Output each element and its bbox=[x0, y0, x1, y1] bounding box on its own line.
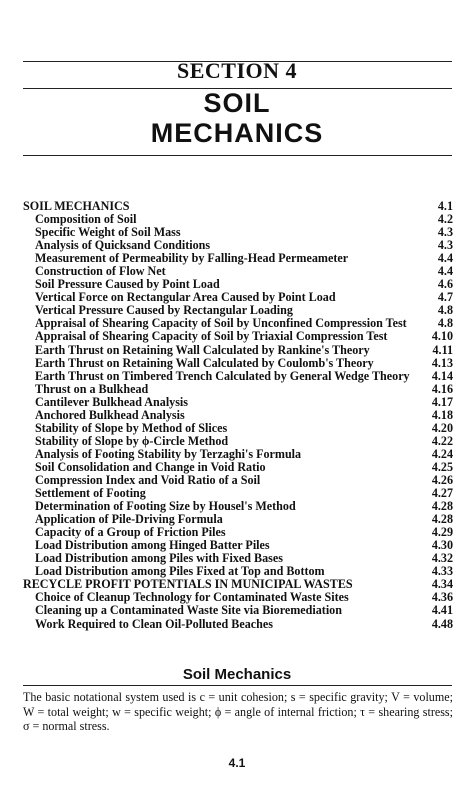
toc-entry-title: Load Distribution among Piles Fixed at Top and Bottom bbox=[35, 564, 325, 579]
toc-entry-title: Cleaning up a Contaminated Waste Site via Bioremediation bbox=[35, 603, 342, 618]
toc-entry bbox=[23, 618, 453, 631]
toc-entry-title: Measurement of Permeability by Falling-Head Permeameter bbox=[35, 251, 349, 266]
toc-entry-title: Soil Consolidation and Change in Void Ratio bbox=[35, 459, 266, 474]
toc-entry-page: 4.48 bbox=[431, 616, 453, 631]
toc-entry-title: RECYCLE PROFIT POTENTIALS IN MUNICIPAL WASTES bbox=[23, 577, 353, 592]
toc-entry-page: 4.24 bbox=[431, 446, 453, 461]
toc-entry-title: Determination of Footing Size by Housel's Method bbox=[35, 499, 296, 514]
toc-entry bbox=[23, 448, 453, 461]
toc-entry-title: Load Distribution among Piles with Fixed Bases bbox=[35, 551, 283, 566]
toc-entry-title: Anchored Bulkhead Analysis bbox=[35, 407, 185, 422]
toc-entry-title: Load Distribution among Hinged Batter Piles bbox=[35, 538, 270, 553]
section-label: SECTION 4 bbox=[176, 58, 298, 83]
toc-entry-page: 4.16 bbox=[431, 381, 453, 396]
toc-entry-title: Soil Pressure Caused by Point Load bbox=[35, 277, 220, 292]
toc-entry-title: Specific Weight of Soil Mass bbox=[35, 225, 181, 240]
toc-entry bbox=[23, 422, 453, 435]
toc-entry-page: 4.14 bbox=[431, 368, 453, 383]
toc-entry-title: Choice of Cleanup Technology for Contaminated Waste Sites bbox=[35, 590, 349, 605]
toc-entry-title: Application of Pile-Driving Formula bbox=[35, 512, 223, 527]
toc-entry-title: Vertical Force on Rectangular Area Caused by Point Load bbox=[35, 290, 336, 305]
toc-entry-page: 4.28 bbox=[431, 512, 453, 527]
toc-entry-page: 4.8 bbox=[437, 303, 453, 318]
toc-entry-title: Construction of Flow Net bbox=[35, 264, 166, 279]
toc-entry-title: Earth Thrust on Timbered Trench Calculated by General Wedge Theory bbox=[35, 368, 410, 383]
chapter-title-line-2: MECHANICS bbox=[150, 118, 324, 148]
toc-entry bbox=[23, 357, 453, 370]
toc-entry-title: Composition of Soil bbox=[35, 212, 137, 227]
toc-entry-page: 4.6 bbox=[437, 277, 453, 292]
toc-entry-page: 4.29 bbox=[431, 525, 453, 540]
toc-entry-page: 4.30 bbox=[431, 538, 453, 553]
toc-entry-title: Analysis of Quicksand Conditions bbox=[35, 238, 211, 253]
toc-entry-page: 4.33 bbox=[431, 564, 453, 579]
toc-entry-page: 4.3 bbox=[437, 238, 453, 253]
intro-text: The basic notational system used is c = unit cohesion; s = specific gravity; V = volume; W = total weight; w = specific weight; ϕ = angle of internal friction; τ = shearing stress; σ = normal stress. bbox=[23, 690, 453, 733]
toc-entry-page: 4.10 bbox=[431, 329, 453, 344]
toc-entry bbox=[23, 435, 453, 448]
toc-entry-title: Stability of Slope by Method of Slices bbox=[35, 420, 228, 435]
section-heading: Soil Mechanics bbox=[182, 666, 292, 683]
toc-entry-title: Earth Thrust on Retaining Wall Calculated by Coulomb's Theory bbox=[35, 355, 374, 370]
toc-entry-title: Vertical Pressure Caused by Rectangular Loading bbox=[35, 303, 293, 318]
toc-entry-title: Analysis of Footing Stability by Terzaghi's Formula bbox=[35, 446, 302, 461]
toc-entry bbox=[23, 604, 453, 617]
toc-entry-page: 4.22 bbox=[431, 433, 453, 448]
toc-entry-page: 4.32 bbox=[431, 551, 453, 566]
toc-entry-title: Earth Thrust on Retaining Wall Calculated by Rankine's Theory bbox=[35, 342, 370, 357]
toc-entry-title: Settlement of Footing bbox=[35, 486, 146, 501]
toc-entry-page: 4.8 bbox=[437, 316, 453, 331]
heading-rule bbox=[23, 685, 452, 686]
toc-entry bbox=[23, 370, 453, 383]
toc-entry-page: 4.2 bbox=[437, 212, 453, 227]
toc-entry-page: 4.20 bbox=[431, 420, 453, 435]
toc-entry bbox=[23, 396, 453, 409]
toc-entry-page: 4.41 bbox=[431, 603, 453, 618]
toc-entry-title: Cantilever Bulkhead Analysis bbox=[35, 394, 188, 409]
toc-entry-page: 4.3 bbox=[437, 225, 453, 240]
toc-entry-title: SOIL MECHANICS bbox=[23, 199, 130, 213]
toc-entry-title: Stability of Slope by ϕ-Circle Method bbox=[35, 433, 229, 448]
toc-entry-page: 4.1 bbox=[437, 199, 453, 213]
toc-entry-page: 4.18 bbox=[431, 407, 453, 422]
toc-entry-page: 4.25 bbox=[431, 459, 453, 474]
toc-entry-title: Appraisal of Shearing Capacity of Soil by Triaxial Compression Test bbox=[35, 329, 388, 344]
toc-entry-page: 4.26 bbox=[431, 472, 453, 487]
intro-paragraph bbox=[23, 690, 453, 734]
toc-entry-page: 4.4 bbox=[437, 251, 453, 266]
toc-entry bbox=[23, 409, 453, 422]
toc-entry-page: 4.36 bbox=[431, 590, 453, 605]
toc-entry-page: 4.17 bbox=[431, 394, 453, 409]
toc-entry-page: 4.7 bbox=[437, 290, 453, 305]
toc-entry-page: 4.34 bbox=[431, 577, 453, 592]
page-number: 4.1 bbox=[228, 756, 246, 770]
toc-entry-page: 4.11 bbox=[432, 342, 453, 357]
title-rule bbox=[23, 155, 452, 156]
table-of-contents bbox=[23, 200, 453, 631]
toc-entry-page: 4.4 bbox=[437, 264, 453, 279]
toc-entry-page: 4.28 bbox=[431, 499, 453, 514]
toc-entry-page: 4.13 bbox=[431, 355, 453, 370]
toc-entry-title: Work Required to Clean Oil-Polluted Beaches bbox=[35, 616, 273, 631]
toc-entry-title: Thrust on a Bulkhead bbox=[35, 381, 149, 396]
toc-entry bbox=[23, 330, 453, 343]
toc-entry-title: Appraisal of Shearing Capacity of Soil by Unconfined Compression Test bbox=[35, 316, 407, 331]
toc-entry-page: 4.27 bbox=[431, 486, 453, 501]
toc-entry-title: Capacity of a Group of Friction Piles bbox=[35, 525, 226, 540]
toc-entry bbox=[23, 383, 453, 396]
chapter-title-line-1: SOIL bbox=[203, 88, 271, 118]
toc-entry-title: Compression Index and Void Ratio of a Soil bbox=[35, 472, 261, 487]
toc-entry bbox=[23, 344, 453, 357]
